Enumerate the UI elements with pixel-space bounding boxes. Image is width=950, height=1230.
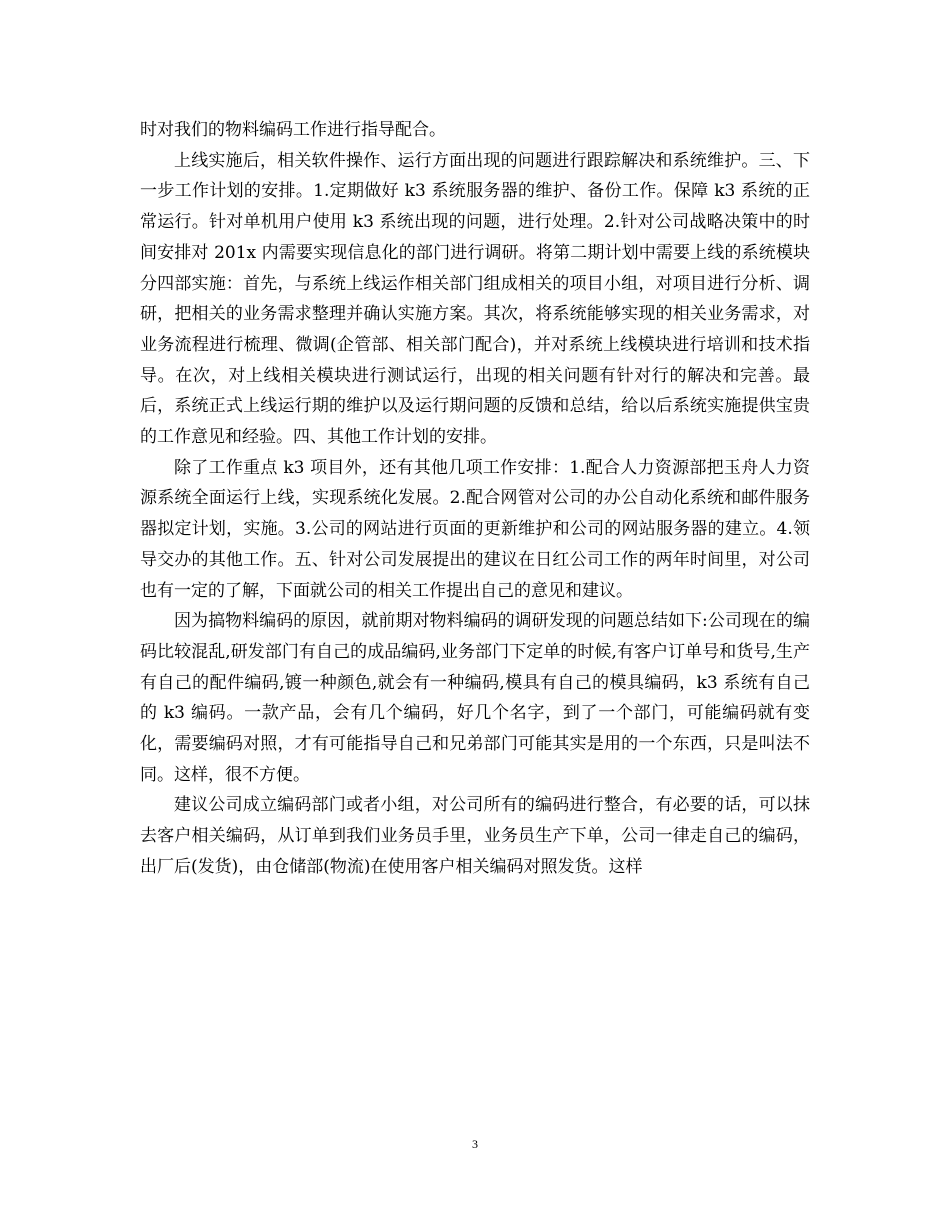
- body-text: [140, 115, 810, 883]
- paragraph-3: 除了工作重点 k3 项目外，还有其他几项工作安排：1.配合人力资源部把玉舟人力资源系统全面运行上线，实现系统化发展。2.配合网管对公司的办公自动化系统和邮件服务器拟定计划，实施。3.公司的网站进行页面的更新维护和公司的网站服务器的建立。4.领导交办的其他工作。五、针对公司发展提出的建议在日红公司工作的两年时间里，对公司也有一定的了解，下面就公司的相关工作提出自己的意见和建议。: [140, 457, 810, 601]
- paragraph-4: 因为搞物料编码的原因，就前期对物料编码的调研发现的问题总结如下:公司现在的编码比较混乱,研发部门有自己的成品编码,业务部门下定单的时候,有客户订单号和货号,生产有自己的配件编码,镀一种颜色,就会有一种编码,模具有自己的模具编码，k3 系统有自己的 k3 编码。一款产品，会有几个编码，好几个名字，到了一个部门，可能编码就有变化，需要编码对照，才有可能指导自己和兄弟部门可能其实是用的一个东西，只是叫法不同。这样，很不方便。: [140, 611, 810, 785]
- paragraph-1: 时对我们的物料编码工作进行指导配合。: [140, 120, 446, 140]
- page-number: 3: [472, 1137, 478, 1151]
- paragraph-5: 建议公司成立编码部门或者小组，对公司所有的编码进行整合，有必要的话，可以抹去客户相关编码，从订单到我们业务员手里，业务员生产下单，公司一律走自己的编码，出厂后(发货)，由仓储部(物流)在使用客户相关编码对照发货。这样: [140, 795, 810, 877]
- paragraph-2: 上线实施后，相关软件操作、运行方面出现的问题进行跟踪解决和系统维护。三、下一步工作计划的安排。1.定期做好 k3 系统服务器的维护、备份工作。保障 k3 系统的正常运行。针对单机用户使用 k3 系统出现的问题，进行处理。2.针对公司战略决策中的时间安排对 201x 内需要实现信息化的部门进行调研。将第二期计划中需要上线的系统模块分四部实施：首先，与系统上线运作相关部门组成相关的项目小组，对项目进行分析、调研，把相关的业务需求整理并确认实施方案。其次，将系统能够实现的相关业务需求，对业务流程进行梳理、微调(企管部、相关部门配合)，并对系统上线模块进行培训和技术指导。在次，对上线相关模块进行测试运行，出现的相关问题有针对行的解决和完善。最后，系统正式上线运行期的维护以及运行期问题的反馈和总结，给以后系统实施提供宝贵的工作意见和经验。四、其他工作计划的安排。: [140, 150, 810, 448]
